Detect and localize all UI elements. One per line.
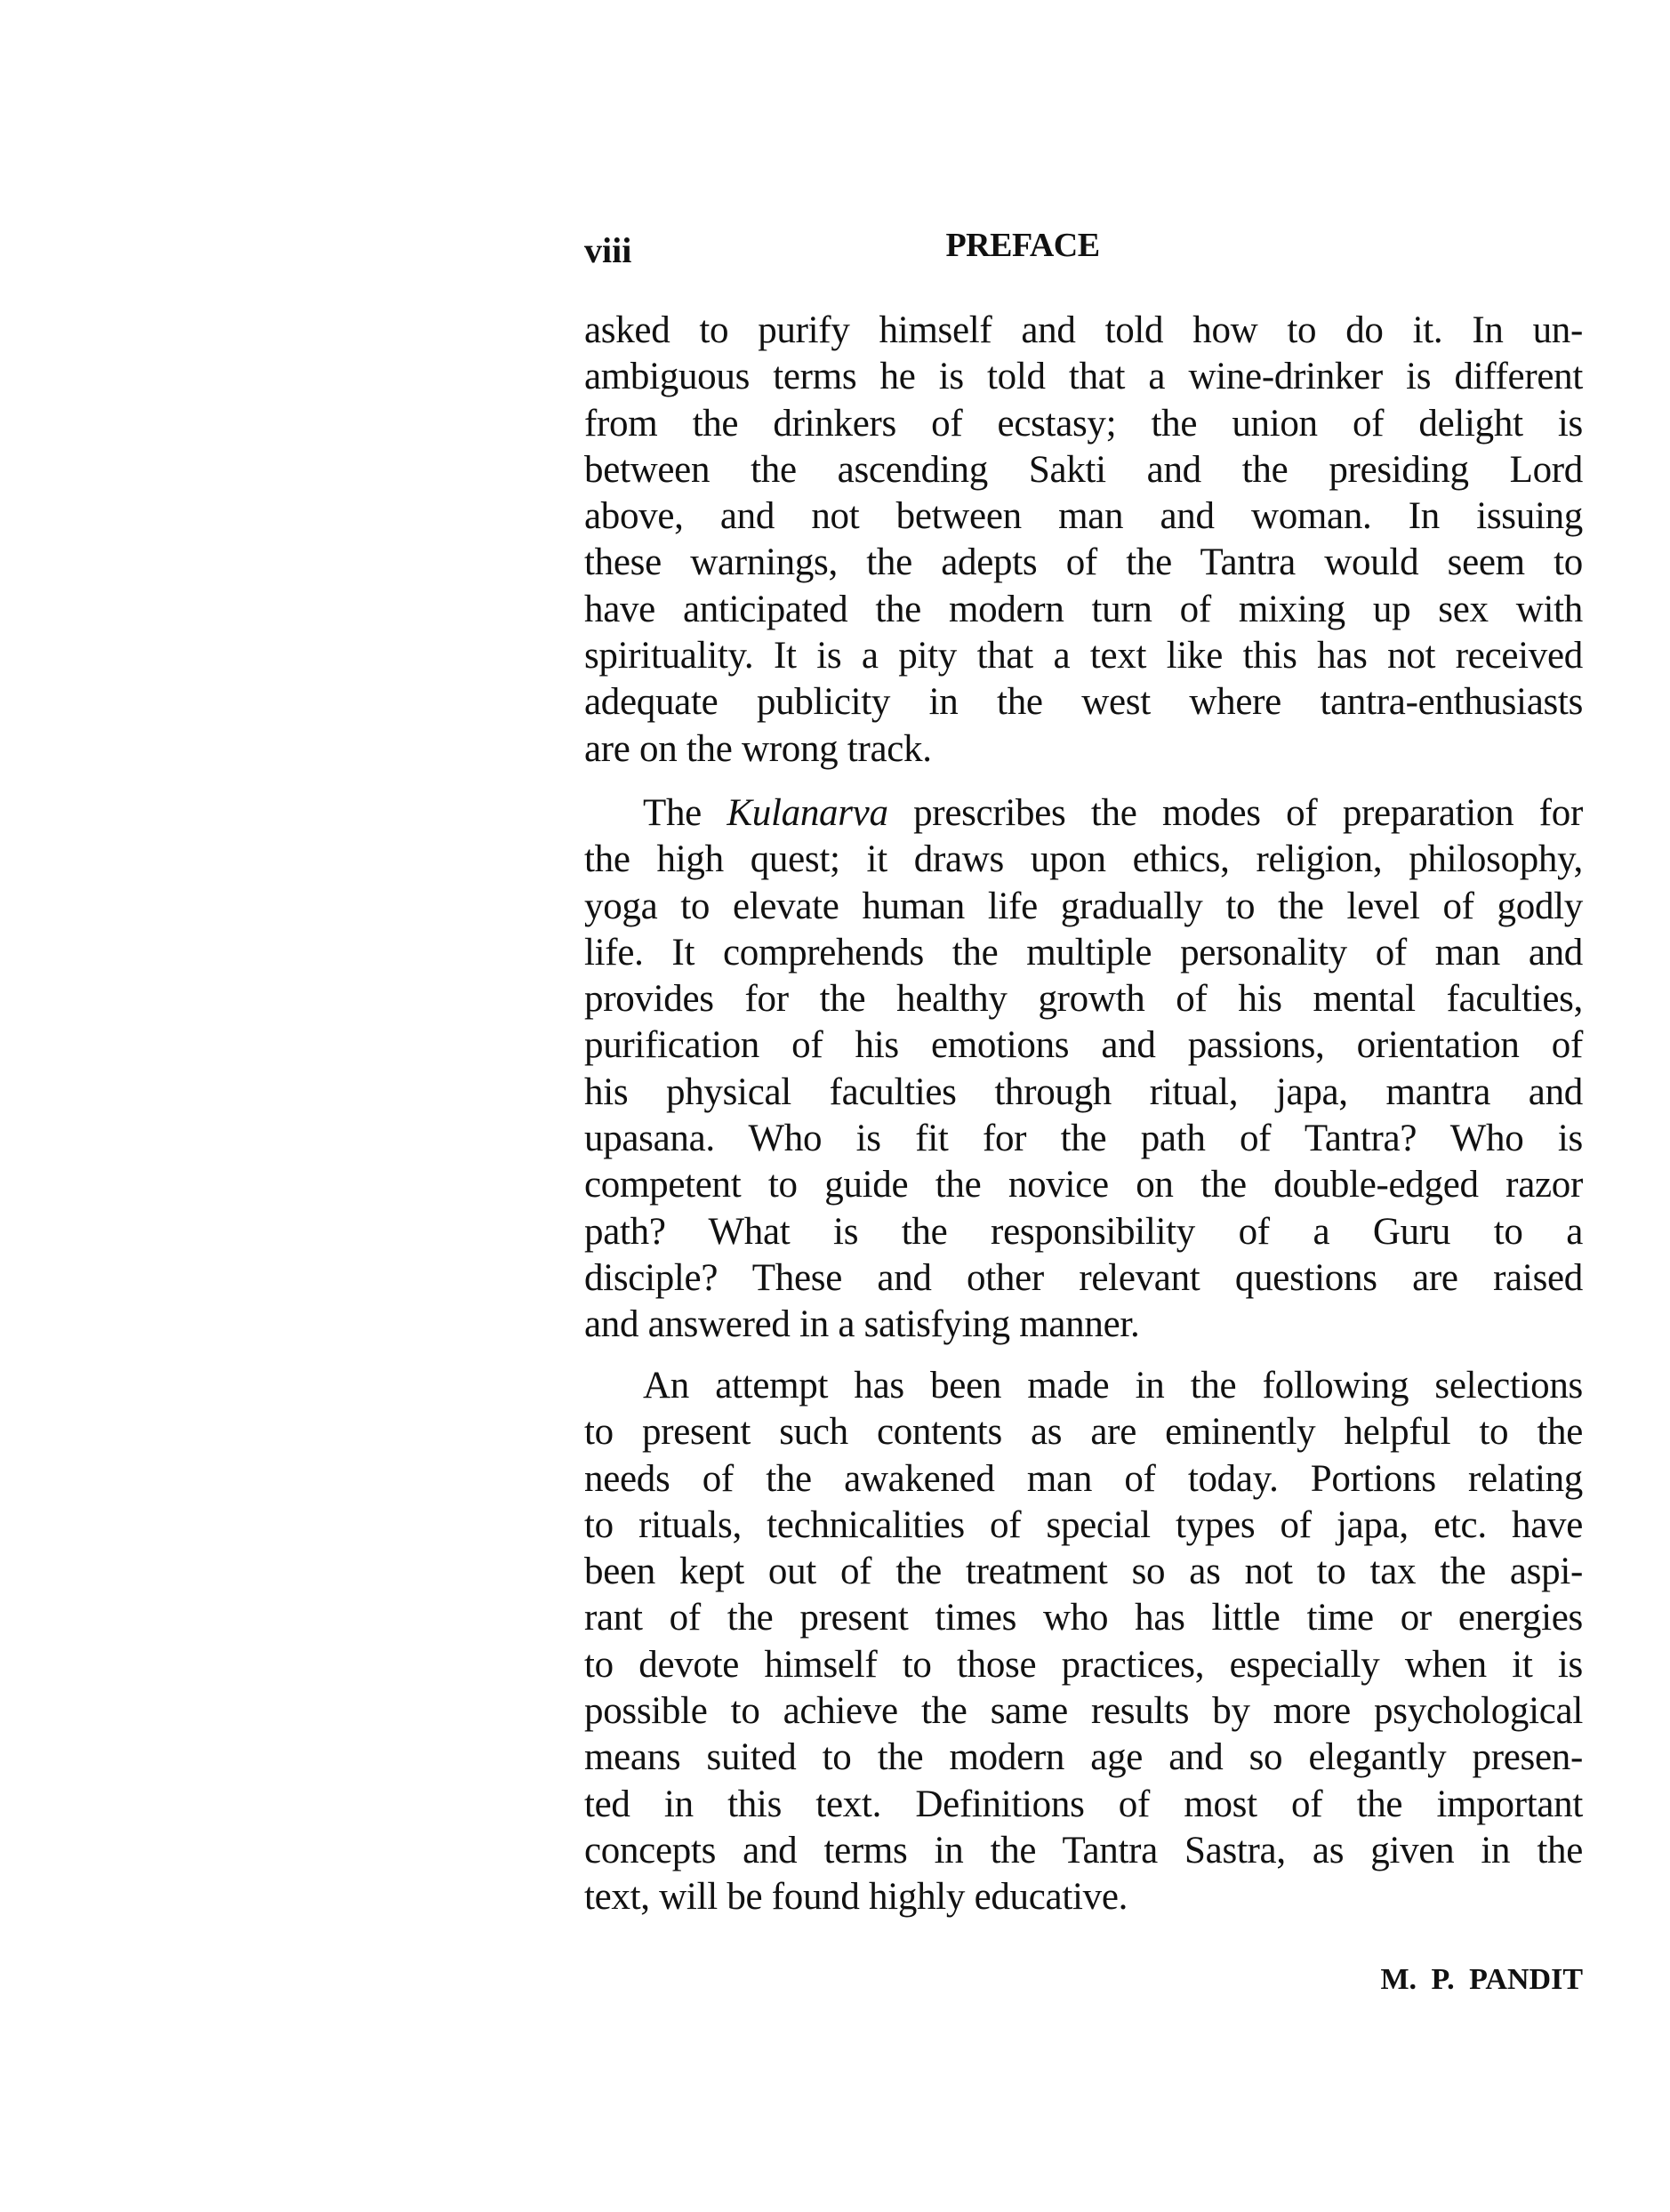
text-line: been kept out of the treatment so as not to tax the aspi- (584, 1551, 1583, 1593)
text-line: adequate publicity in the west where tantra-enthusiasts (584, 681, 1583, 724)
text-span: The (643, 792, 727, 834)
text-line: yoga to elevate human life gradually to the level of godly (584, 885, 1583, 927)
text-line: An attempt has been made in the following selections (643, 1365, 1583, 1407)
text-line: to present such contents as are eminently helpful to the (584, 1411, 1583, 1454)
text-line: asked to purify himself and told how to do it. In un- (584, 309, 1583, 351)
text-span: prescribes the modes of preparation for (887, 792, 1583, 834)
text-line (584, 790, 1583, 837)
text-line: text, will be found highly educative. (584, 1876, 1128, 1919)
text-line: to devote himself to those practices, especially when it is (584, 1643, 1583, 1686)
author-signature: M. P. PANDIT (1380, 1963, 1583, 1996)
text-line: are on the wrong track. (584, 727, 932, 770)
running-head: PREFACE (945, 227, 1100, 264)
text-line: rant of the present times who has little time or energies (584, 1597, 1583, 1639)
text-line: provides for the healthy growth of his mental faculties, (584, 978, 1583, 1021)
page-number: viii (584, 230, 632, 270)
text-line: path? What is the responsibility of a Guru to a (584, 1210, 1583, 1253)
text-line: his physical faculties through ritual, japa, mantra and (584, 1070, 1583, 1113)
text-line: purification of his emotions and passions, orientation of (584, 1024, 1583, 1067)
text-line: ambiguous terms he is told that a wine-drinker is different (584, 356, 1583, 398)
text-line: life. It comprehends the multiple personality of man and (584, 931, 1583, 974)
text-line: ted in this text. Definitions of most of the important (584, 1783, 1583, 1825)
paragraph-2 (584, 790, 1583, 1349)
text-line: from the drinkers of ecstasy; the union of delight is (584, 402, 1583, 445)
text-line: concepts and terms in the Tantra Sastra, as given in the (584, 1829, 1583, 1871)
paragraph-1 (584, 308, 1583, 773)
text-line: these warnings, the adepts of the Tantra would seem to (584, 541, 1583, 584)
text-line: and answered in a satisfying manner. (584, 1303, 1140, 1346)
text-line: spirituality. It is a pity that a text like this has not received (584, 635, 1583, 677)
text-line: the high quest; it draws upon ethics, religion, philosophy, (584, 838, 1583, 881)
text-line: have anticipated the modern turn of mixing up sex with (584, 588, 1583, 630)
text-line: between the ascending Sakti and the presiding Lord (584, 448, 1583, 491)
text-line: possible to achieve the same results by more psychological (584, 1690, 1583, 1733)
text-line: above, and not between man and woman. In issuing (584, 495, 1583, 538)
text-line: disciple? These and other relevant questions are raised (584, 1256, 1583, 1299)
text-line: upasana. Who is fit for the path of Tantra? Who is (584, 1118, 1583, 1160)
book-title: Kulanarva (727, 792, 888, 834)
text-line: means suited to the modern age and so elegantly presen- (584, 1736, 1583, 1779)
text-line: needs of the awakened man of today. Portions relating (584, 1457, 1583, 1500)
text-line: competent to guide the novice on the double-edged razor (584, 1164, 1583, 1206)
paragraph-3 (584, 1363, 1583, 1921)
text-line: to rituals, technicalities of special types of japa, etc. have (584, 1503, 1583, 1546)
